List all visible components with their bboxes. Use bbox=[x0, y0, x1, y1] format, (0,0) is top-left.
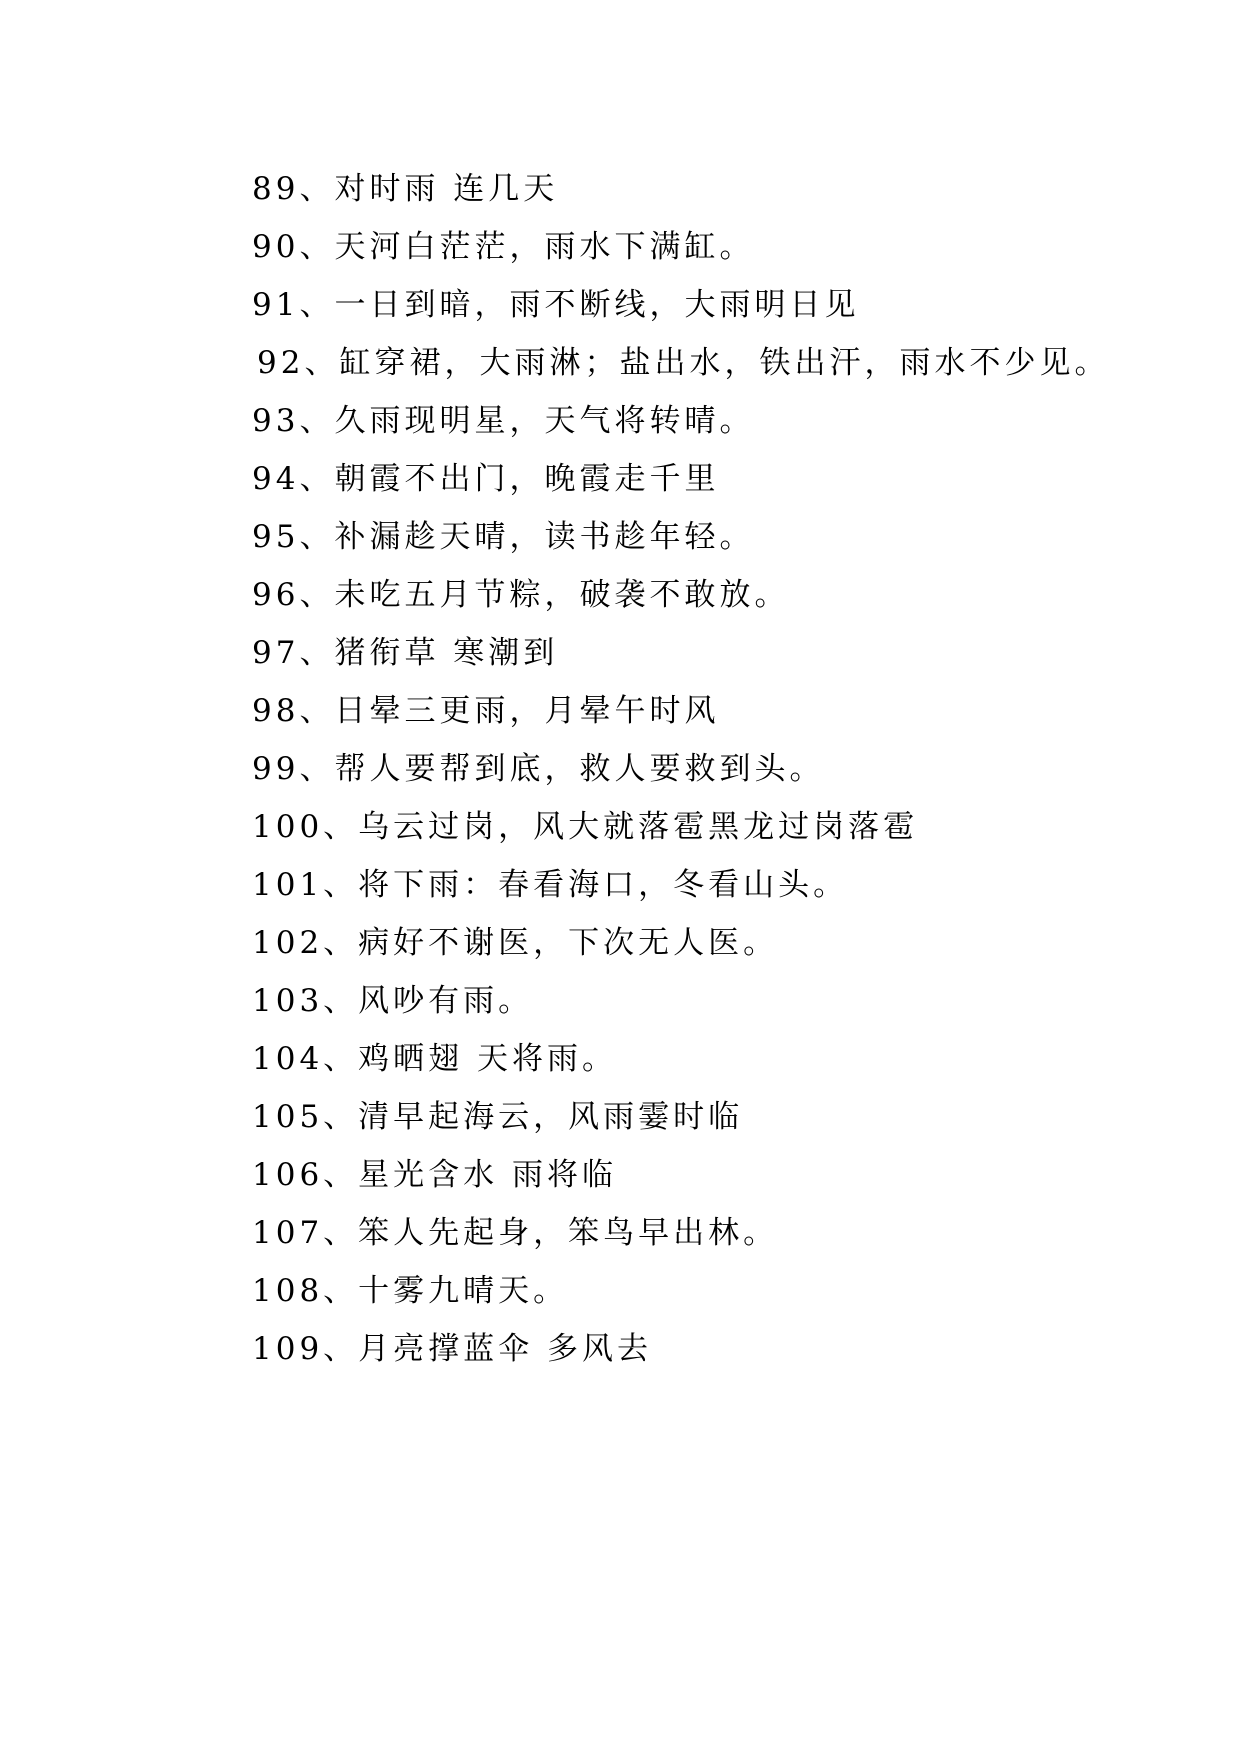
list-item: 94、朝霞不出门，晚霞走千里 bbox=[252, 461, 720, 497]
list-item: 106、星光含水 雨将临 bbox=[252, 1157, 618, 1193]
list-item: 103、风吵有雨。 bbox=[252, 983, 534, 1019]
list-item: 102、病好不谢医，下次无人医。 bbox=[252, 925, 779, 961]
list-item: 95、补漏趁天晴，读书趁年轻。 bbox=[252, 519, 755, 555]
list-item: 91、一日到暗，雨不断线，大雨明日见 bbox=[252, 287, 860, 323]
list-item: 90、天河白茫茫，雨水下满缸。 bbox=[252, 229, 755, 265]
list-item: 97、猪衔草 寒潮到 bbox=[252, 635, 559, 671]
list-item: 101、将下雨：春看海口，冬看山头。 bbox=[252, 867, 849, 903]
list-item: 107、笨人先起身，笨鸟早出林。 bbox=[252, 1215, 779, 1251]
list-item: 99、帮人要帮到底，救人要救到头。 bbox=[252, 751, 825, 787]
proverb-list bbox=[252, 160, 1109, 1378]
list-item: 104、鸡晒翅 天将雨。 bbox=[252, 1041, 618, 1077]
list-item: 93、久雨现明星，天气将转晴。 bbox=[252, 403, 755, 439]
list-item: 109、月亮撑蓝伞 多风去 bbox=[252, 1331, 653, 1367]
list-item: 89、对时雨 连几天 bbox=[252, 171, 559, 207]
list-item: 100、乌云过岗，风大就落雹黑龙过岗落雹 bbox=[252, 809, 919, 845]
list-item: 96、未吃五月节粽，破袭不敢放。 bbox=[252, 577, 790, 613]
list-item: 92、缸穿裙，大雨淋；盐出水，铁出汗，雨水不少见。 bbox=[257, 345, 1110, 381]
list-item: 98、日晕三更雨，月晕午时风 bbox=[252, 693, 720, 729]
list-item: 108、十雾九晴天。 bbox=[252, 1273, 569, 1309]
list-item: 105、清早起海云，风雨霎时临 bbox=[252, 1099, 744, 1135]
